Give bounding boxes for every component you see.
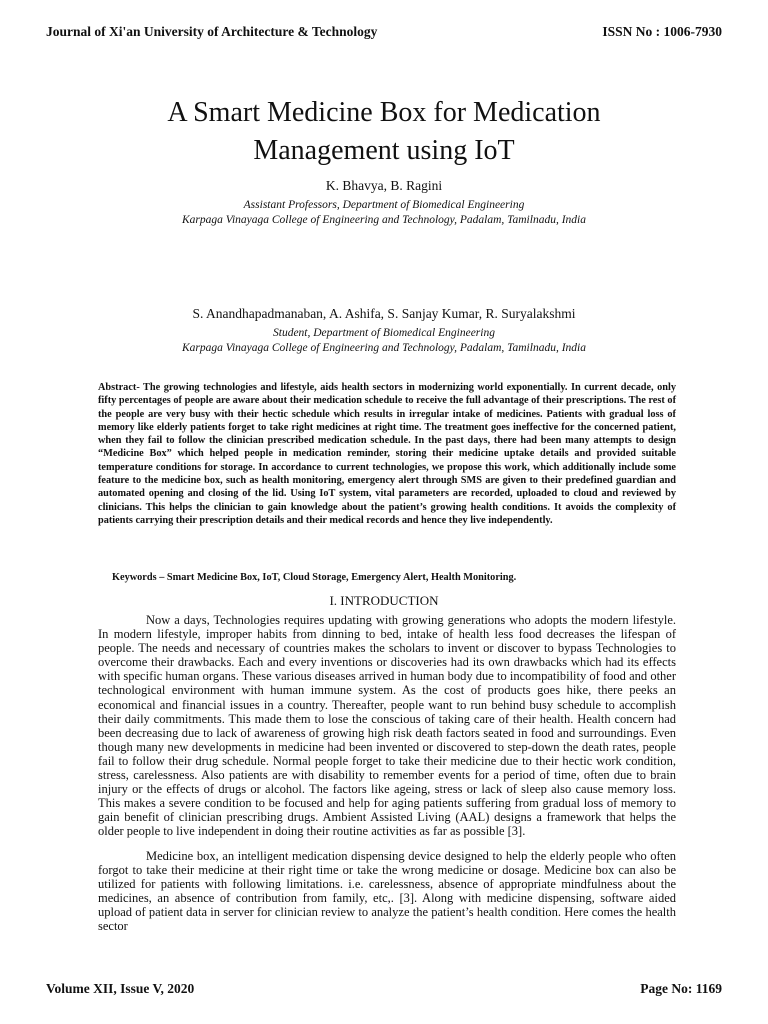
author-names: K. Bhavya, B. Ragini (325, 178, 443, 193)
page-number: Page No: 1169 (640, 981, 722, 996)
title-line-1: A Smart Medicine Box for Medication (167, 97, 601, 128)
running-footer (46, 981, 722, 997)
author-block-faculty (0, 177, 768, 228)
author-institution: Karpaga Vinayaga College of Engineering and Technology, Padalam, Tamilnadu, India (182, 214, 586, 226)
paper-title (0, 94, 768, 170)
author-institution: Karpaga Vinayaga College of Engineering and Technology, Padalam, Tamilnadu, India (182, 342, 586, 354)
journal-name: Journal of Xi'an University of Architecture & Technology (46, 24, 378, 39)
volume-issue: Volume XII, Issue V, 2020 (46, 981, 195, 996)
section-heading: I. INTRODUCTION (329, 593, 439, 608)
keywords: Keywords – Smart Medicine Box, IoT, Cloud Storage, Emergency Alert, Health Monitoring. (112, 572, 517, 583)
author-role: Assistant Professors, Department of Biomedical Engineering (243, 199, 525, 211)
abstract: Abstract- The growing technologies and lifestyle, aids health sectors in modernizing world exponentially. In current decade, only fifty percentages of people are aware about their medication schedule to receive the full advantage of their prescriptions. The rest of the people are very busy with their hectic schedule which results in irregular intake of medicines. Patients with gradual loss of memory like elderly patients forget to take right medicines at right time. The treatment goes ineffective for the concerned patient, when they fail to follow the clinician prescribed medication schedule. In the past days, there had been many attempts to design “Medicine Box” which helped people in medication reminder, storing their medicine uptake details and provided suitable temperature conditions for storage. In accordance to current technologies, we propose this work, which additionally include some feature to the medicine box, such as health monitoring, emergency alert through SMS are given to their predefined guardian and automated opening and closing of the lid. Using IoT system, vital parameters are recorded, uploaded to cloud and reviewed by clinicians. This helps the clinician to gain knowledge about the patient’s growing health conditions. It avoids the complexity of patients carrying their prescription details and their medical records and hence they live independently. (98, 382, 676, 526)
introduction-paragraph-2 (98, 849, 676, 934)
author-role: Student, Department of Biomedical Engineering (273, 327, 495, 339)
running-header (46, 24, 722, 40)
author-block-students (0, 305, 768, 356)
paragraph-text: Now a days, Technologies requires updating with growing generations who adopts the modern lifestyle. In modern lifestyle, improper habits from dinning to bed, intake of health less food decreases the lifespan of people. The needs and necessary of countries makes the scholars to invent or discover to bypass Technologies to overcome their drawbacks. Each and every inventions or discoveries had its own drawbacks which had its effects with specific human organs. These various diseases arrived in human body due to incompatibility of food and other technological environment with human immune system. As the cost of products goes hike, there peeks an economical and financial issues in a country. Thereafter, people want to run behind busy schedule to accomplish their daily commitments. This made them to lose the conscious of taking care of their health. Health concern had been decreasing due to lack of awareness of growing high risk death factors seated in food and surroundings. Even though many new developments in medicine had been invented or discovered to step-down the death rates, people fail to follow their drug schedule. Normal people forget to take their medicine due to their hectic work condition, stress, carelessness. Also patients are with disability to remember events for a period of time, often due to brain injury or the effects of drugs or alcohol. The factors like ageing, stress or lack of sleep also cause memory loss. This makes a severe condition to be focused and help for aging patients suffering from gradual loss of memory to gain benefit of clinician prescribing drugs. Ambient Assisted Living (AAL) designs a framework that helps the older people to live independent in doing their routine activities as far as possible [3]. (98, 613, 676, 839)
author-names: S. Anandhapadmanaban, A. Ashifa, S. Sanjay Kumar, R. Suryalakshmi (192, 306, 576, 321)
paragraph-text: Medicine box, an intelligent medication dispensing device designed to help the elderly people who often forgot to take their medicine at their right time or take the wrong medicine or dosage. Medicine box can also be utilized for patients with following limitations. i.e. carelessness, absence of appropriate mindfulness about the medicines, an absence of contribution from family, etc,. [3]. Along with medicine dispensing, software aided upload of patient data in server for clinician review to analyze the patient’s health condition. Here comes the health sector (98, 849, 676, 934)
introduction-paragraph-1 (98, 613, 676, 839)
issn-number: ISSN No : 1006-7930 (602, 24, 722, 39)
title-line-2: Management using IoT (253, 135, 515, 166)
